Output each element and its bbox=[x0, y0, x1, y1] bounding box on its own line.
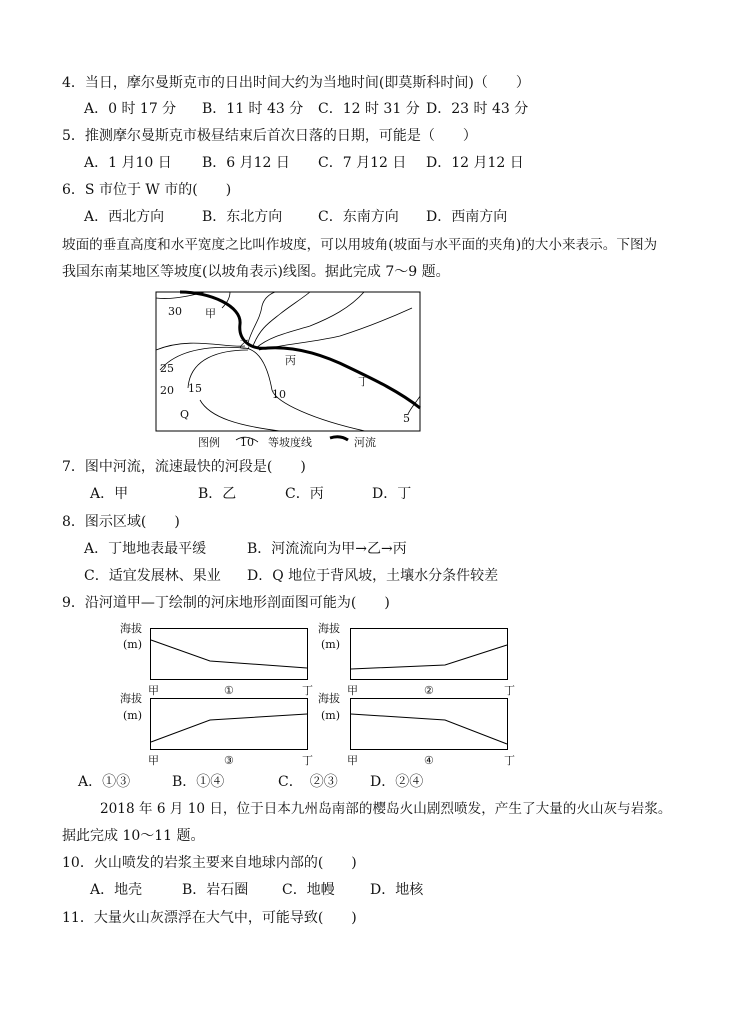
profile-1-id: ① bbox=[224, 684, 234, 697]
map-label-25: 25 bbox=[160, 362, 174, 375]
q6-option-c[interactable]: C．东南方向 bbox=[318, 209, 399, 225]
intro-10-11-line2: 据此完成 10～11 题。 bbox=[62, 828, 205, 844]
legend-river-sample bbox=[330, 437, 348, 440]
intro-10-11-line1: 2018 年 6 月 10 日，位于日本九州岛南部的樱岛火山剧烈喷发，产生了大量的火山灰与岩浆。 bbox=[100, 801, 672, 817]
intro-7-9-line2: 我国东南某地区等坡度(以坡角表示)线图。据此完成 7～9 题。 bbox=[62, 264, 450, 280]
q5-option-b[interactable]: B．6 月12 日 bbox=[202, 155, 290, 171]
map-label-yi: 乙 bbox=[239, 338, 250, 351]
map-label-10: 10 bbox=[272, 388, 286, 401]
slope-contour-map bbox=[150, 288, 426, 454]
profile-2-id: ② bbox=[424, 684, 434, 697]
profile-3-ylabel-2: (m) bbox=[123, 709, 143, 722]
q9-option-c[interactable]: C． ②③ bbox=[278, 774, 338, 790]
q10-option-a[interactable]: A．地壳 bbox=[90, 882, 143, 898]
q7-option-b[interactable]: B．乙 bbox=[198, 486, 237, 502]
profile-1-start: 甲 bbox=[148, 684, 159, 697]
map-label-bing: 丙 bbox=[285, 354, 296, 367]
map-label-30: 30 bbox=[168, 305, 182, 318]
q6-option-a[interactable]: A．西北方向 bbox=[84, 209, 165, 225]
q7-option-a[interactable]: A．甲 bbox=[90, 486, 129, 502]
profile-2-end: 丁 bbox=[504, 684, 515, 697]
q10-option-d[interactable]: D．地核 bbox=[370, 882, 424, 898]
profile-3-ylabel-1: 海拔 bbox=[120, 692, 142, 705]
profile-chart-4 bbox=[350, 698, 510, 752]
profile-3-start: 甲 bbox=[148, 754, 159, 767]
question-10-stem: 10．火山喷发的岩浆主要来自地球内部的( ) bbox=[62, 855, 357, 871]
legend-prefix: 图例 bbox=[198, 436, 220, 449]
q9-option-a[interactable]: A．①③ bbox=[78, 774, 131, 790]
q9-option-b[interactable]: B．①④ bbox=[172, 774, 225, 790]
profile-2-start: 甲 bbox=[347, 684, 358, 697]
profile-chart-2 bbox=[350, 628, 510, 682]
q9-option-d[interactable]: D．②④ bbox=[370, 774, 424, 790]
profile-4-start: 甲 bbox=[347, 754, 358, 767]
q8-option-b[interactable]: B．河流流向为甲→乙→丙 bbox=[247, 541, 407, 557]
question-5-stem: 5．推测摩尔曼斯克市极昼结束后首次日落的日期，可能是（ ） bbox=[62, 128, 477, 144]
q6-option-d[interactable]: D．西南方向 bbox=[426, 209, 508, 225]
q4-option-a[interactable]: A．0 时 17 分 bbox=[84, 101, 177, 117]
profile-3-end: 丁 bbox=[302, 754, 313, 767]
map-label-q: Q bbox=[180, 408, 190, 421]
q7-option-d[interactable]: D．丁 bbox=[372, 486, 412, 502]
q10-option-c[interactable]: C．地幔 bbox=[282, 882, 335, 898]
map-label-jia: 甲 bbox=[205, 307, 216, 320]
map-label-5: 5 bbox=[403, 412, 410, 425]
map-label-ding: 丁 bbox=[358, 375, 369, 388]
legend-river-text: 河流 bbox=[354, 436, 376, 449]
question-8-stem: 8．图示区域( ) bbox=[62, 514, 180, 530]
profile-1-ylabel-1: 海拔 bbox=[120, 622, 142, 635]
q5-option-d[interactable]: D．12 月12 日 bbox=[426, 155, 524, 171]
q10-option-b[interactable]: B．岩石圈 bbox=[182, 882, 249, 898]
profile-chart-3 bbox=[150, 698, 310, 752]
profile-4-ylabel-2: (m) bbox=[321, 709, 341, 722]
map-label-15: 15 bbox=[188, 382, 202, 395]
q5-option-a[interactable]: A．1 月10 日 bbox=[84, 155, 172, 171]
q6-option-b[interactable]: B．东北方向 bbox=[202, 209, 283, 225]
profile-4-id: ④ bbox=[424, 754, 434, 767]
legend-contour-text: 等坡度线 bbox=[268, 436, 312, 449]
question-4-stem: 4．当日，摩尔曼斯克市的日出时间大约为当地时间(即莫斯科时间)（ ） bbox=[62, 75, 530, 91]
q8-option-a[interactable]: A．丁地地表最平缓 bbox=[84, 541, 207, 557]
profile-chart-1 bbox=[150, 628, 310, 682]
profile-4-end: 丁 bbox=[504, 754, 515, 767]
profile-1-ylabel-2: (m) bbox=[123, 638, 143, 651]
profile-3-id: ③ bbox=[224, 754, 234, 767]
intro-7-9-line1: 坡面的垂直高度和水平宽度之比叫作坡度，可以用坡角(坡面与水平面的夹角)的大小来表示。下图为 bbox=[62, 237, 658, 253]
q8-option-d[interactable]: D．Q 地位于背风坡，土壤水分条件较差 bbox=[247, 568, 499, 584]
q5-option-c[interactable]: C．7 月12 日 bbox=[318, 155, 407, 171]
q4-option-c[interactable]: C．12 时 31 分 bbox=[318, 101, 420, 117]
q4-option-d[interactable]: D．23 时 43 分 bbox=[426, 101, 529, 117]
profile-1-end: 丁 bbox=[302, 684, 313, 697]
profile-2-ylabel-2: (m) bbox=[321, 638, 341, 651]
question-6-stem: 6．S 市位于 W 市的( ) bbox=[62, 182, 232, 198]
question-11-stem: 11．大量火山灰漂浮在大气中，可能导致( ) bbox=[62, 910, 357, 926]
q7-option-c[interactable]: C．丙 bbox=[285, 486, 324, 502]
question-7-stem: 7．图中河流，流速最快的河段是( ) bbox=[62, 459, 306, 475]
q8-option-c[interactable]: C．适宜发展林、果业 bbox=[84, 568, 221, 584]
legend-contour-number: 10 bbox=[240, 436, 254, 449]
question-9-stem: 9．沿河道甲—丁绘制的河床地形剖面图可能为( ) bbox=[62, 595, 390, 611]
q4-option-b[interactable]: B．11 时 43 分 bbox=[202, 101, 304, 117]
profile-4-ylabel-1: 海拔 bbox=[318, 692, 340, 705]
map-label-20: 20 bbox=[160, 384, 174, 397]
profile-2-ylabel-1: 海拔 bbox=[318, 622, 340, 635]
